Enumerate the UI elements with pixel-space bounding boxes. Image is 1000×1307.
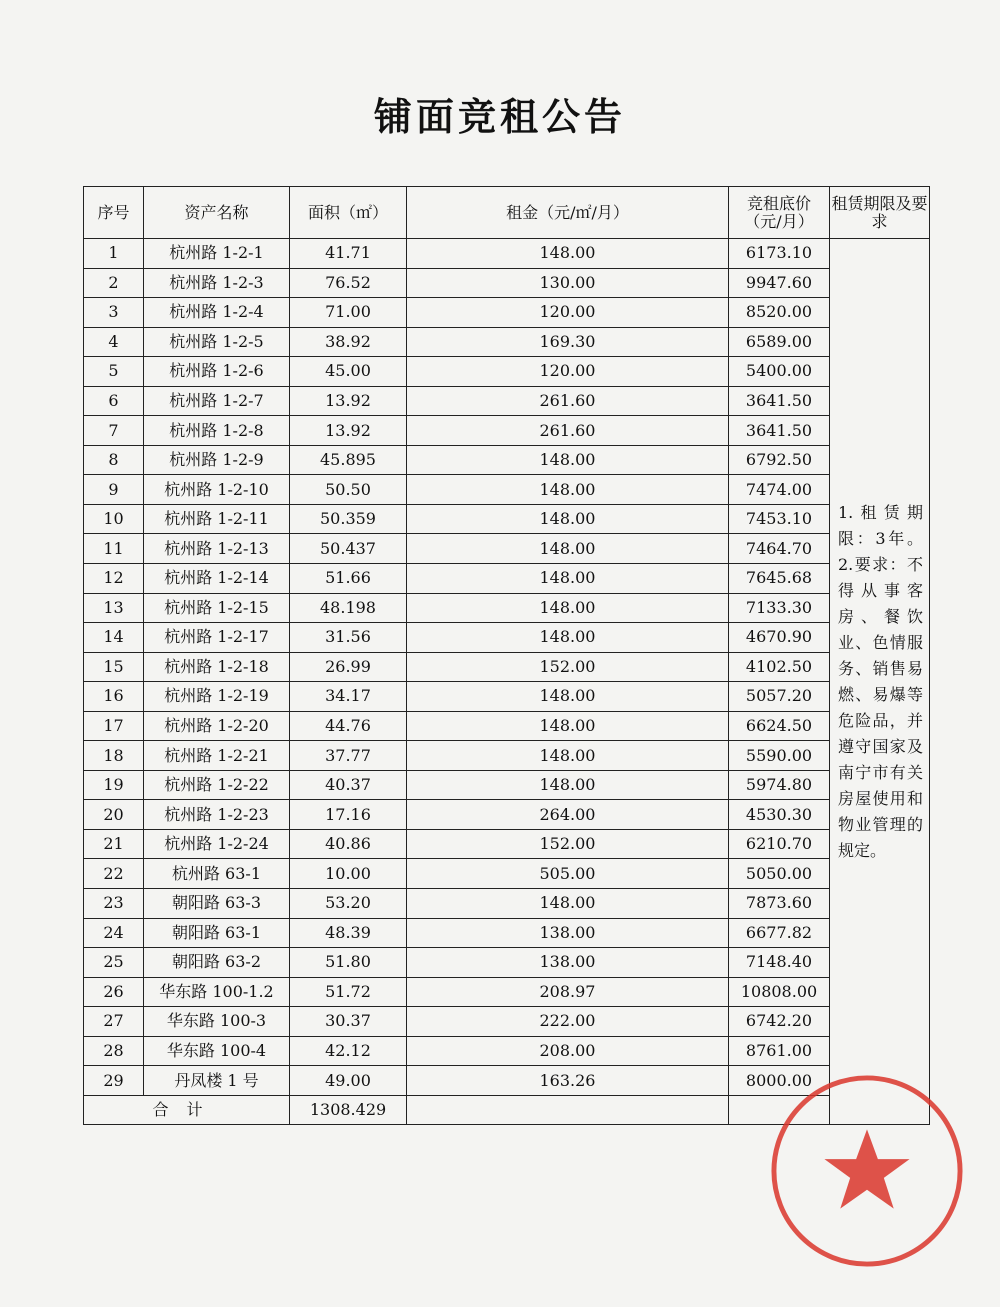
cell-no: 15 (84, 652, 144, 682)
cell-rent: 148.00 (407, 445, 729, 475)
cell-no: 4 (84, 327, 144, 357)
cell-price: 5400.00 (729, 357, 830, 387)
cell-area: 26.99 (290, 652, 407, 682)
cell-area: 49.00 (290, 1066, 407, 1096)
cell-asset: 丹凤楼 1 号 (144, 1066, 290, 1096)
table-row (84, 948, 930, 978)
cell-area: 37.77 (290, 741, 407, 771)
cell-price: 7873.60 (729, 889, 830, 919)
cell-asset: 华东路 100-1.2 (144, 977, 290, 1007)
cell-no: 23 (84, 889, 144, 919)
cell-rent: 163.26 (407, 1066, 729, 1096)
table-row (84, 239, 930, 269)
cell-area: 13.92 (290, 416, 407, 446)
cell-no: 29 (84, 1066, 144, 1096)
table-row (84, 327, 930, 357)
cell-price: 5050.00 (729, 859, 830, 889)
cell-asset: 华东路 100-3 (144, 1007, 290, 1037)
table-row (84, 298, 930, 328)
cell-area: 41.71 (290, 239, 407, 269)
cell-asset: 杭州路 1-2-22 (144, 770, 290, 800)
cell-no: 11 (84, 534, 144, 564)
cell-no: 27 (84, 1007, 144, 1037)
cell-no: 21 (84, 829, 144, 859)
cell-asset: 杭州路 1-2-9 (144, 445, 290, 475)
cell-area: 48.198 (290, 593, 407, 623)
cell-area: 17.16 (290, 800, 407, 830)
cell-area: 45.00 (290, 357, 407, 387)
cell-price: 6589.00 (729, 327, 830, 357)
cell-asset: 朝阳路 63-2 (144, 948, 290, 978)
cell-asset: 杭州路 1-2-23 (144, 800, 290, 830)
cell-price: 4530.30 (729, 800, 830, 830)
table-header-row (84, 187, 930, 239)
cell-asset: 杭州路 1-2-21 (144, 741, 290, 771)
table-row (84, 564, 930, 594)
cell-asset: 杭州路 1-2-14 (144, 564, 290, 594)
cell-no: 19 (84, 770, 144, 800)
header-no: 序号 (84, 187, 144, 239)
cell-price: 6792.50 (729, 445, 830, 475)
cell-price: 3641.50 (729, 386, 830, 416)
star-icon (824, 1129, 909, 1208)
cell-no: 9 (84, 475, 144, 505)
cell-area: 34.17 (290, 682, 407, 712)
cell-asset: 杭州路 1-2-1 (144, 239, 290, 269)
cell-rent: 152.00 (407, 652, 729, 682)
cell-no: 24 (84, 918, 144, 948)
cell-area: 50.50 (290, 475, 407, 505)
cell-price: 5057.20 (729, 682, 830, 712)
header-floor-price: 竞租底价（元/月） (729, 187, 830, 239)
cell-price: 6624.50 (729, 711, 830, 741)
cell-no: 20 (84, 800, 144, 830)
cell-rent: 138.00 (407, 918, 729, 948)
header-area: 面积（㎡） (290, 187, 407, 239)
cell-rent: 130.00 (407, 268, 729, 298)
cell-rent: 148.00 (407, 623, 729, 653)
cell-rent: 148.00 (407, 711, 729, 741)
table-row (84, 711, 930, 741)
cell-rent: 148.00 (407, 475, 729, 505)
table-row (84, 357, 930, 387)
cell-rent: 120.00 (407, 357, 729, 387)
cell-no: 12 (84, 564, 144, 594)
cell-price: 7645.68 (729, 564, 830, 594)
cell-asset: 杭州路 1-2-10 (144, 475, 290, 505)
table-row (84, 889, 930, 919)
cell-rent: 148.00 (407, 593, 729, 623)
cell-rent: 208.97 (407, 977, 729, 1007)
cell-area: 51.80 (290, 948, 407, 978)
cell-no: 7 (84, 416, 144, 446)
cell-area: 48.39 (290, 918, 407, 948)
cell-rent: 138.00 (407, 948, 729, 978)
cell-area: 53.20 (290, 889, 407, 919)
cell-price: 3641.50 (729, 416, 830, 446)
cell-price: 4670.90 (729, 623, 830, 653)
page-title: 铺面竞租公告 (373, 94, 626, 139)
cell-price: 5590.00 (729, 741, 830, 771)
cell-rent: 148.00 (407, 741, 729, 771)
cell-no: 28 (84, 1036, 144, 1066)
table-row (84, 741, 930, 771)
table-row (84, 770, 930, 800)
header-asset: 资产名称 (144, 187, 290, 239)
cell-no: 14 (84, 623, 144, 653)
cell-price: 4102.50 (729, 652, 830, 682)
cell-asset: 杭州路 1-2-11 (144, 504, 290, 534)
cell-rent: 148.00 (407, 770, 729, 800)
table-row (84, 416, 930, 446)
cell-asset: 杭州路 1-2-20 (144, 711, 290, 741)
cell-no: 2 (84, 268, 144, 298)
table-row (84, 800, 930, 830)
table-row (84, 977, 930, 1007)
cell-rent: 208.00 (407, 1036, 729, 1066)
cell-no: 8 (84, 445, 144, 475)
table-row (84, 593, 930, 623)
cell-asset: 杭州路 1-2-13 (144, 534, 290, 564)
header-rent: 租金（元/㎡/月） (407, 187, 729, 239)
cell-area: 13.92 (290, 386, 407, 416)
cell-rent: 148.00 (407, 564, 729, 594)
cell-rent: 261.60 (407, 386, 729, 416)
cell-price: 6173.10 (729, 239, 830, 269)
cell-asset: 杭州路 1-2-24 (144, 829, 290, 859)
cell-area: 76.52 (290, 268, 407, 298)
cell-area: 71.00 (290, 298, 407, 328)
cell-no: 16 (84, 682, 144, 712)
cell-no: 22 (84, 859, 144, 889)
cell-price: 6677.82 (729, 918, 830, 948)
cell-area: 10.00 (290, 859, 407, 889)
cell-asset: 杭州路 1-2-6 (144, 357, 290, 387)
table-row (84, 504, 930, 534)
cell-rent: 148.00 (407, 239, 729, 269)
cell-no: 25 (84, 948, 144, 978)
cell-price: 7464.70 (729, 534, 830, 564)
cell-no: 13 (84, 593, 144, 623)
cell-no: 6 (84, 386, 144, 416)
cell-rent: 222.00 (407, 1007, 729, 1037)
cell-asset: 朝阳路 63-3 (144, 889, 290, 919)
cell-rent: 148.00 (407, 504, 729, 534)
cell-area: 50.359 (290, 504, 407, 534)
table-row (84, 534, 930, 564)
table-row (84, 1036, 930, 1066)
table-row (84, 386, 930, 416)
cell-area: 50.437 (290, 534, 407, 564)
cell-no: 3 (84, 298, 144, 328)
cell-area: 40.37 (290, 770, 407, 800)
cell-area: 38.92 (290, 327, 407, 357)
cell-rent: 120.00 (407, 298, 729, 328)
cell-price: 6742.20 (729, 1007, 830, 1037)
cell-asset: 杭州路 1-2-7 (144, 386, 290, 416)
cell-price: 8520.00 (729, 298, 830, 328)
cell-rent: 148.00 (407, 682, 729, 712)
cell-price: 7133.30 (729, 593, 830, 623)
cell-no: 5 (84, 357, 144, 387)
table-row (84, 445, 930, 475)
cell-rent: 148.00 (407, 889, 729, 919)
cell-area: 30.37 (290, 1007, 407, 1037)
table-row (84, 652, 930, 682)
cell-area: 45.895 (290, 445, 407, 475)
table-row (84, 623, 930, 653)
table-row (84, 475, 930, 505)
cell-asset: 杭州路 1-2-15 (144, 593, 290, 623)
cell-asset: 朝阳路 63-1 (144, 918, 290, 948)
total-area: 1308.429 (290, 1095, 407, 1125)
cell-price: 7453.10 (729, 504, 830, 534)
table-row (84, 918, 930, 948)
table-row (84, 829, 930, 859)
cell-no: 17 (84, 711, 144, 741)
cell-price: 7148.40 (729, 948, 830, 978)
cell-area: 40.86 (290, 829, 407, 859)
table-row (84, 268, 930, 298)
cell-area: 51.72 (290, 977, 407, 1007)
cell-asset: 杭州路 1-2-4 (144, 298, 290, 328)
table-row (84, 859, 930, 889)
cell-price: 8000.00 (729, 1066, 830, 1096)
cell-rent: 152.00 (407, 829, 729, 859)
cell-price: 8761.00 (729, 1036, 830, 1066)
cell-asset: 杭州路 1-2-17 (144, 623, 290, 653)
cell-rent: 261.60 (407, 416, 729, 446)
cell-rent: 148.00 (407, 534, 729, 564)
cell-area: 31.56 (290, 623, 407, 653)
table-row (84, 682, 930, 712)
cell-price: 7474.00 (729, 475, 830, 505)
cell-asset: 杭州路 1-2-18 (144, 652, 290, 682)
table-row (84, 1007, 930, 1037)
cell-price: 6210.70 (729, 829, 830, 859)
cell-no: 26 (84, 977, 144, 1007)
total-label: 合计 (84, 1095, 290, 1125)
cell-price: 9947.60 (729, 268, 830, 298)
cell-asset: 杭州路 1-2-19 (144, 682, 290, 712)
lease-terms: 1.租赁期限：3年。2.要求：不得从事客房、餐饮业、色情服务、销售易燃、易爆等危险品，并遵守国家及南宁市有关房屋使用和物业管理的规定。 (830, 239, 930, 1125)
cell-no: 10 (84, 504, 144, 534)
cell-area: 51.66 (290, 564, 407, 594)
seal-stamp (768, 1072, 966, 1270)
header-terms: 租赁期限及要求 (830, 187, 930, 239)
total-rent-empty (407, 1095, 729, 1125)
lease-table (83, 186, 930, 1125)
cell-asset: 华东路 100-4 (144, 1036, 290, 1066)
cell-no: 18 (84, 741, 144, 771)
cell-asset: 杭州路 63-1 (144, 859, 290, 889)
cell-asset: 杭州路 1-2-3 (144, 268, 290, 298)
cell-rent: 169.30 (407, 327, 729, 357)
cell-rent: 264.00 (407, 800, 729, 830)
cell-area: 42.12 (290, 1036, 407, 1066)
cell-area: 44.76 (290, 711, 407, 741)
cell-asset: 杭州路 1-2-8 (144, 416, 290, 446)
cell-asset: 杭州路 1-2-5 (144, 327, 290, 357)
cell-no: 1 (84, 239, 144, 269)
cell-rent: 505.00 (407, 859, 729, 889)
cell-price: 10808.00 (729, 977, 830, 1007)
cell-price: 5974.80 (729, 770, 830, 800)
